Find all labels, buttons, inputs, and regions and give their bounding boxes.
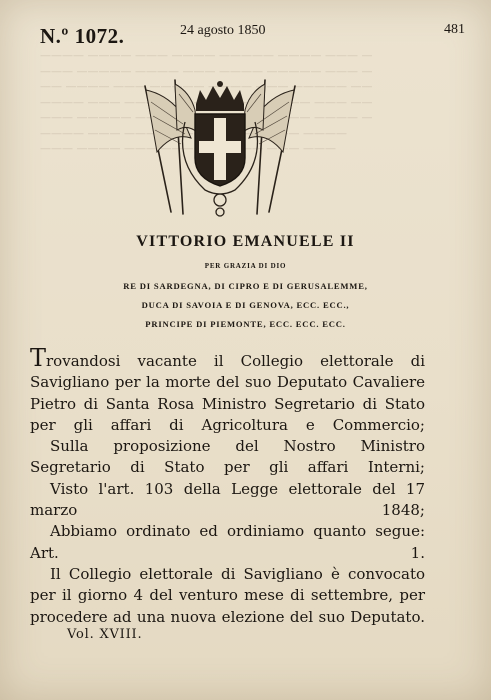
paragraph-proposal: Sulla proposizione del Nostro Ministro Segretario di Stato per gli affari Interni; — [30, 437, 425, 477]
savoy-coat-of-arms-icon — [135, 72, 305, 222]
paragraph-preamble — [30, 344, 425, 436]
bleed-through-texture: ———— ———— ——— ———— ————— ———— ——— — ——— ————— ———— ——— ———— ————— ——— — —— ———— ——— ————— ———— ——— ————— —— ———— ——— ———— ——— —— ——— ————— ———— — ———— ——— ————— ——— ———— ——— ———— ——— ———— ——— ————— ———— ——— ——— — [40, 49, 373, 155]
grace-line: PER GRAZIA DI DIO — [204, 262, 287, 270]
title-line-1: RE DI SARDEGNA, DI CIPRO E DI GERUSALEMME, — [123, 281, 368, 291]
paragraph-article-1: Il Collegio elettorale di Savigliano è convocato per il giorno 4 del venturo mese di settembre, per procedere ad una nuova elezione del suo Deputato. — [30, 564, 425, 626]
decree-body — [30, 344, 425, 628]
drop-cap: T — [30, 344, 47, 372]
paragraph-law-reference: Visto l'art. 103 della Legge elettorale del 17 marzo 1848; — [30, 479, 425, 520]
decree-date: 24 agosto 1850 — [180, 23, 266, 38]
decree-number: N.º 1072. — [40, 24, 125, 48]
page-number: 481 — [444, 22, 465, 37]
volume-label: Vol. XVIII. — [67, 627, 143, 642]
title-line-2: DUCA DI SAVOIA E DI GENOVA, ECC. ECC., — [141, 300, 350, 310]
article-heading: Art. 1. — [30, 543, 425, 562]
paragraph-order: Abbiamo ordinato ed ordiniamo quanto segue: — [50, 522, 425, 541]
preamble-text: rovandosi vacante il Collegio elettorale di Savigliano per la morte del suo Deputato Cavaliere Pietro di Santa Rosa Ministro Segretario di Stato per gli affari di Agricoltura e Commercio; — [30, 352, 425, 434]
title-line-3: PRINCIPE DI PIEMONTE, ECC. ECC. ECC. — [145, 319, 346, 329]
sovereign-name: VITTORIO EMANUELE II — [136, 233, 355, 250]
